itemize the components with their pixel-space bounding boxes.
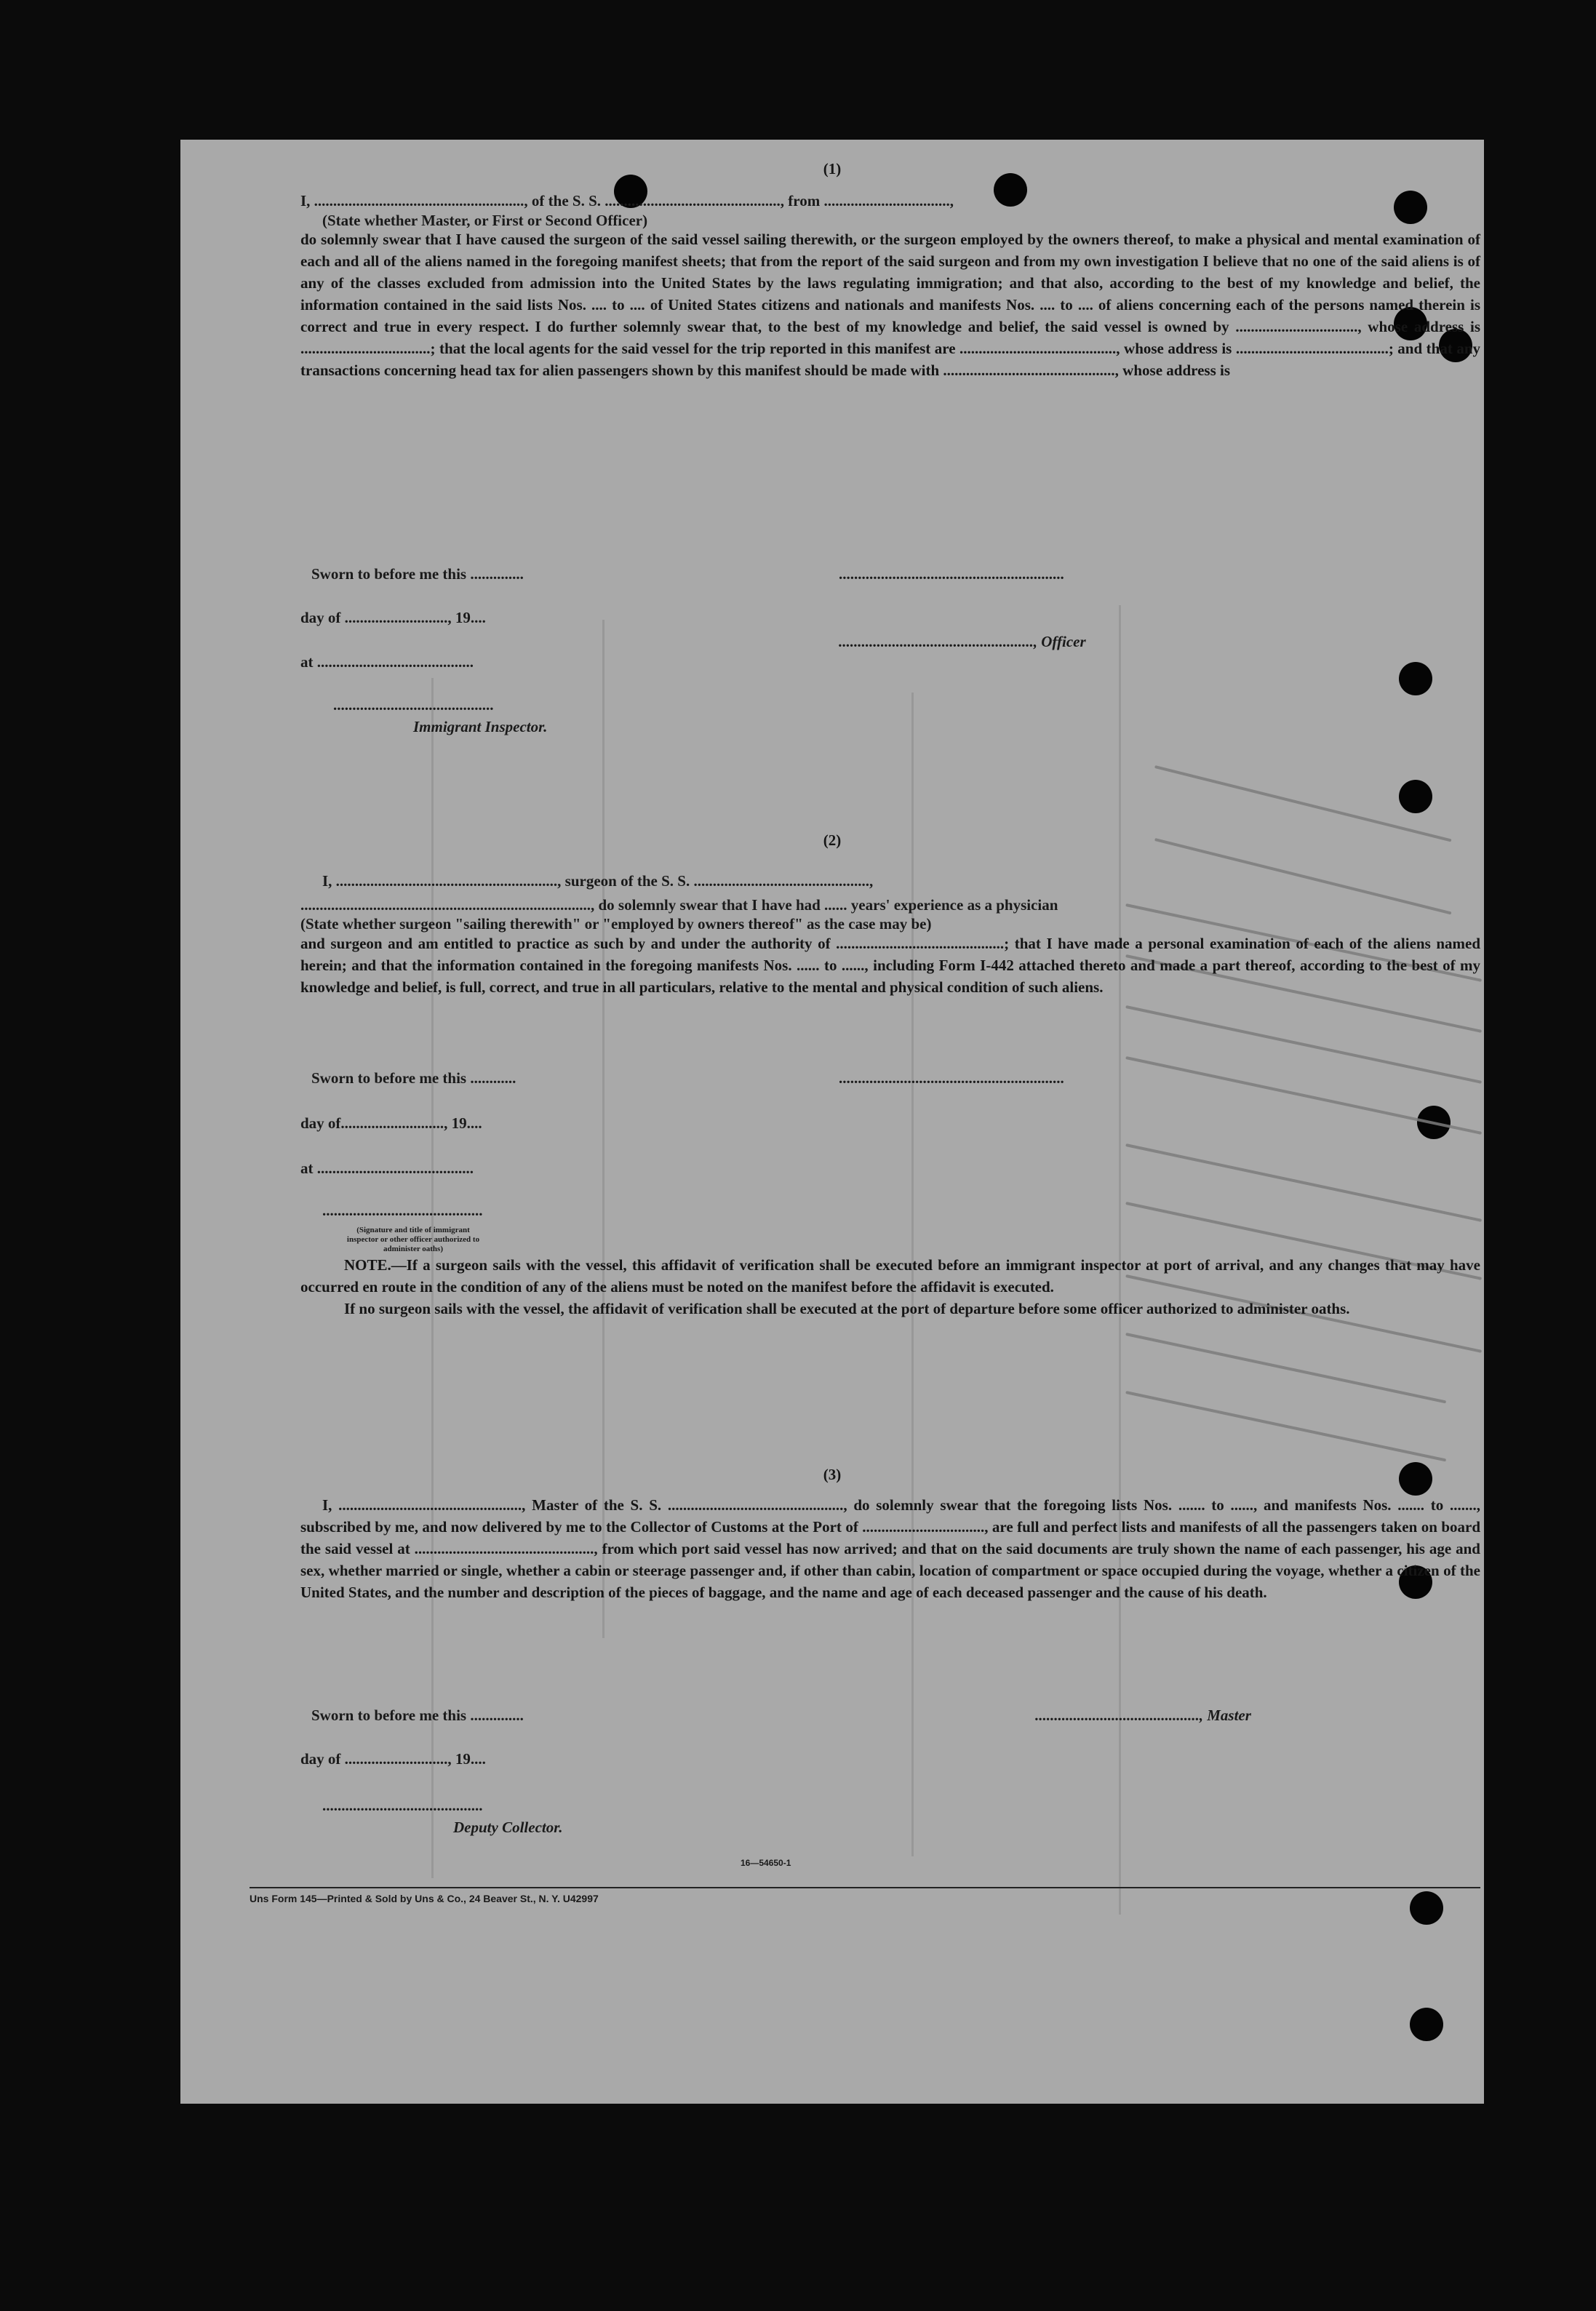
- section1-inspector-dots: ..........................................: [333, 696, 494, 714]
- section2-inspector-dots: ..........................................: [322, 1202, 483, 1219]
- section3-heading: (3): [823, 1466, 842, 1483]
- section1-day: day of ..........................., 19....: [300, 609, 486, 626]
- section1-sworn: Sworn to before me this ..............: [311, 565, 524, 583]
- manifest-page: [180, 140, 1484, 2104]
- punch-hole: [1410, 1891, 1443, 1925]
- section2-sworn: Sworn to before me this ............: [311, 1069, 516, 1087]
- section1-inspector-label: Immigrant Inspector.: [413, 718, 548, 735]
- section3-paragraph: I, ................................................, Master of the S. S. .............................................., do solemnly swear that the foregoing lists Nos. ....... to ......, and manifests Nos. ....... to ......., subscribed by me, and now delivered by me to the Collector of Customs at the Port of ................................, are full and perfect lists and manifests of all the passengers taken on board the said vessel at ..............................................., from which port said vessel has now arrived; and that on the said documents are truly shown the name of each passenger, his age and sex, whether married or single, whether a cabin or steerage passenger and, if other than cabin, location of compartment or space occupied during the voyage, whether a citizen of the United States, and the number and description of the pieces of baggage, and the name and age of each deceased passenger and the cause of his death.: [300, 1496, 1480, 1601]
- punch-hole: [1410, 2008, 1443, 2041]
- section2-paragraph-block: [300, 933, 1480, 998]
- section1-at: at .........................................: [300, 653, 474, 671]
- section2-paragraph: and surgeon and am entitled to practice as such by and under the authority of ............................................; that I have made a personal examination of each of the aliens named herein; and that the information contained in the foregoing manifests Nos. ...... to ......, including Form I-442 attached thereto and made a part thereof, according to the best of my knowledge and belief, is full, correct, and true in all particulars, relative to the mental and physical condition of such aliens.: [300, 935, 1480, 996]
- section1-paragraph: do solemnly swear that I have caused the surgeon of the said vessel sailing therewith, or the surgeon employed by the owners thereof, to make a physical and mental examination of each and all of the aliens named in the foregoing manifest sheets; that from the report of the said surgeon and from my own investigation I believe that no one of the said aliens is of any of the classes excluded from admission into the United States by the laws regulating immigration; and that also, according to the best of my knowledge and belief, the information contained in the said lists Nos. .... to .... of United States citizens and nationals and manifests Nos. .... to .... of aliens concerning each of the persons named therein is correct and true in every respect. I do further solemnly swear that, to the best of my knowledge and belief, the said vessel is owned by ................................, whose address is ..................................; that the local agents for the said vessel for the trip reported in this manifest are ........................................., whose address is ........................................; and that any transactions concerning head tax for alien passengers shown by this manifest should be made with ............................................., whose address is: [300, 231, 1480, 379]
- section2-day: day of..........................., 19....: [300, 1114, 482, 1132]
- printer-credit: Uns Form 145—Printed & Sold by Uns & Co., 24 Beaver St., N. Y. U42997: [250, 1893, 599, 1904]
- punch-hole: [1399, 662, 1432, 695]
- section3-master: ..........................................., Master: [1035, 1707, 1251, 1724]
- section2-note2: If no surgeon sails with the vessel, the affidavit of verification shall be executed at the port of departure before some officer authorized to administer oaths.: [344, 1300, 1350, 1317]
- section3-day: day of ..........................., 19....: [300, 1750, 486, 1768]
- section3-sworn: Sworn to before me this ..............: [311, 1707, 524, 1724]
- section3-paragraph-block: [300, 1494, 1480, 1603]
- punch-hole: [1399, 780, 1432, 813]
- section1-paragraph-block: [300, 228, 1480, 381]
- section2-inspector-note: (Signature and title of immigrant inspector or other officer authorized to administer oaths): [346, 1226, 480, 1253]
- section1-officer: ..................................................., Officer: [839, 633, 1086, 650]
- pencil-mark: [1125, 1333, 1446, 1403]
- section2-line2: ............................................................................, do solemnly swear that I have had ...... years' experience as a physician: [300, 896, 1058, 914]
- pencil-mark: [1125, 1143, 1482, 1222]
- section2-line1: I, .........................................................., surgeon of the S. S. ..............................................,: [322, 872, 874, 890]
- section2-signature-dots: ...........................................................: [839, 1069, 1064, 1087]
- punch-hole: [1394, 191, 1427, 224]
- section2-at: at .........................................: [300, 1160, 474, 1177]
- pencil-mark: [1125, 1005, 1482, 1084]
- section2-notes: [300, 1254, 1480, 1320]
- section3-collector-label: Deputy Collector.: [453, 1819, 563, 1836]
- section1-heading: (1): [823, 160, 842, 177]
- section3-collector-dots: ..........................................: [322, 1797, 483, 1814]
- section2-line2-note: (State whether surgeon "sailing therewith" or "employed by owners thereof" as the case may be): [300, 915, 932, 933]
- section2-heading: (2): [823, 831, 842, 849]
- pencil-mark: [1125, 1056, 1482, 1135]
- section1-signature-dots: ...........................................................: [839, 565, 1064, 583]
- form-number: 16—54650-1: [741, 1858, 791, 1868]
- pencil-mark: [1125, 1391, 1446, 1461]
- section1-line1-note: (State whether Master, or First or Second Officer): [322, 212, 648, 229]
- show-through-line: [602, 620, 605, 1638]
- footer-rule: [250, 1887, 1480, 1888]
- section2-note1: NOTE.—If a surgeon sails with the vessel, this affidavit of verification shall be executed before an immigrant inspector at port of arrival, and any changes that may have occurred en route in the condition of any of the aliens must be noted on the manifest before the affidavit is executed.: [300, 1256, 1480, 1296]
- section1-line1: I, ......................................................., of the S. S. .............................................., from .................................,: [300, 192, 954, 209]
